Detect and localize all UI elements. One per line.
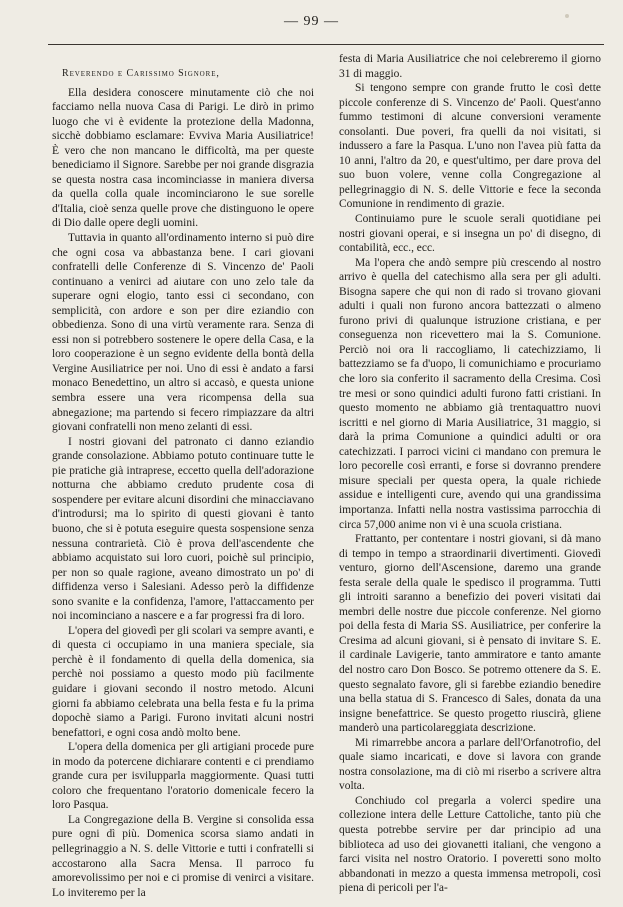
- paragraph: Continuiamo pure le scuole serali quotidiane pei nostri giovani operai, e si insegna un po' di disegno, di contabilità, ecc., ecc.: [339, 213, 601, 255]
- paragraph: Conchiudo col pregarla a volerci spedire una collezione intera delle Letture Cattoliche, tanto più che questa potrebbe servire per dar principio ad una biblioteca ad uso dei giovanetti italiani, che vengono a farci visita nel nostro Oratorio. I poveretti sono molto abbandonati in mezzo a questa immensa metropoli, così piena di pericoli per l'a-: [339, 794, 601, 895]
- header-rule: [48, 44, 604, 45]
- page-number: — 99 —: [284, 14, 339, 29]
- paragraph: Si tengono sempre con grande frutto le così dette piccole conferenze di S. Vincenzo de' Paoli. Quest'anno fummo testimoni di alcune conversioni veramente consolanti. Due poveri, fra quelli da noi visitati, si indussero a fare la Pasqua. L'uno non l'avea più fatta da 10 anni, l'altro da 20, e quest'ultimo, per dare prova del suo buon volere, venne colla Congregazione al pellegrinaggio di N. S. delle Vittorie e fece la seconda Comunione in rendimento di grazie.: [339, 82, 601, 211]
- right-column: [339, 52, 601, 896]
- paragraph: L'opera della domenica per gli artigiani procede pure in modo da potercene dichiarare contenti e ci prendiamo grande cura per isvilupparla maggiormente. Quasi tutti coloro che frequentano l'oratorio domenicale fecero la loro Pasqua.: [52, 741, 314, 812]
- paragraph: I nostri giovani del patronato ci danno eziandio grande consolazione. Abbiamo potuto continuare tutte le pie pratiche già intraprese, eccetto quella dell'adorazione notturna che abbiamo creduto prudente cosa di sospendere per evitare alcuni disordini che minacciavano d'introdursi; ma lo spirito di questi giovani è tanto buono, che si è potuta eseguire questa sospensione senza nessuna contrarietà. Ciò è prova dell'ascendente che abbiamo acquistato sui loro cuori, poichè sul principio, per non so quale ragione, aveano dimostrato un po' di diffidenza verso i Salesiani. Adesso però la diffidenze sono svanite e la confidenza, l'amore, l'attaccamento per noi incominciano a nascere e a far progressi fra di loro.: [52, 435, 314, 623]
- paragraph: Tuttavia in quanto all'ordinamento interno si può dire che ogni cosa va abbastanza bene. I cari giovani confratelli delle Conferenze di S. Vincenzo de' Paoli continuano a venirci ad aiutare con uno zelo tale da superare ogni elogio, tanto essi ci secondano, con semplicità, con ardore e son per dire eziandio con obbedienza. Sono di una virtù veramente rara. Senza di essi non si potrebbero sostenere le opere della Casa, e la loro cooperazione è un segno evidente della bontà della Vergine Ausiliatrice per noi. Uno di essi è andato a farsi monaco Benedettino, un altro si accasò, e questa unione sembra essere una vera ricompensa della sua abnegazione; ma partendo si fecero rimpiazzare da altri giovani confratelli non meno zelanti di essi.: [52, 232, 314, 434]
- paragraph: Frattanto, per contentare i nostri giovani, si dà mano di tempo in tempo a straordinarii divertimenti. Giovedì venturo, giorno dell'Ascensione, daremo una grande festa serale della quale le spedisco il programma. Tutti gli introiti saranno a benefizio dei poveri visitati dai membri delle nostre due piccole conferenze. Nel giorno poi della festa di Maria SS. Ausiliatrice, per conferire la Cresima ad alcuni giovani, si è pensato di invitare S. E. il cardinale Lavigerie, tanto ammiratore e tanto amante del nostro caro Don Bosco. Se potremo ottenere da S. E. questo segnalato favore, gli si farebbe eziandio benedire una bella statua di S. Francesco di Sales, donata da una insigne benefattrice. Se questo progetto riuscirà, gliene manderò una particolareggiata descrizione.: [339, 533, 601, 735]
- paragraph: Mi rimarrebbe ancora a parlare dell'Orfanotrofio, del quale siamo incaricati, e dove si lavora con grande nostra consolazione, ma di ciò mi riserbo a scrivere altra volta.: [339, 736, 601, 793]
- paper-spot: [565, 14, 569, 18]
- letter-salutation: Reverendo e Carissimo Signore,: [62, 68, 220, 79]
- paragraph: La Congregazione della B. Vergine si consolida essa pure ogni dì più. Domenica scorsa siamo andati in pellegrinaggio a N. S. delle Vittorie e tutti i confratelli si accostarono alla Sacra Mensa. Il parroco fu amorevolissimo per noi e ci promise di venirci a visitare. Lo inviteremo per la: [52, 813, 314, 899]
- paragraph: Ella desidera conoscere minutamente ciò che noi facciamo nella nuova Casa di Parigi. Le dirò in primo luogo che vi è evidente la protezione della Madonna, sicchè dobbiamo esclamare: Evviva Maria Ausiliatrice! È vero che non mancano le difficoltà, ma per queste benediciamo il Signore. Sarebbe per noi grande disgrazia se questa nostra casa incominciasse in maniera diversa da quella colla quale incominciarono le sue sorelle d'Italia, cioè senza quelle prove che distinguono le opere di Dio dalle opere degli uomini.: [52, 86, 314, 230]
- paragraph-continued: festa di Maria Ausiliatrice che noi celebreremo il giorno 31 di maggio.: [339, 53, 601, 80]
- left-column: [52, 52, 314, 900]
- paragraph: Ma l'opera che andò sempre più crescendo al nostro arrivo è quella del catechismo alla sera per gli adulti. Bisogna sapere che qui non di rado si trovano giovani adulti i quali non furono ancora battezzati o almeno furono privi di qualunque istruzione cristiana, e per conseguenza non ricevettero mai la S. Comunione. Perciò noi ora li raccogliamo, li catechizziamo, li battezziamo se fa d'uopo, li comunichiamo e procuriamo che loro sia conferito il sacramento della Cresima. Così tre mesi or sono quindici adulti furono fatti cristiani. In questo momento ne abbiamo già trentaquattro nuovi iscritti e nel giorno di Maria Ausiliatrice, 31 maggio, si darà la prima Comunione a quindici adulti or ora catechizzati. I parroci vicini ci mandano con premura le loro pecorelle così erranti, e forse si dovranno prendere misure speciali per questa opera, la quale richiede assidue e intelligenti cure, avendo qui una grandissima importanza. Infatti nella nostra vastissima parrocchia di circa 57,000 anime non vi è una scuola cristiana.: [339, 256, 601, 531]
- paragraph: L'opera del giovedì per gli scolari va sempre avanti, e di questa ci occupiamo in una maniera speciale, sia perchè è il fondamento di quella della domenica, sia perchè noi possiamo a questo modo più facilmente guidare i giovani secondo il nostro metodo. Alcuni giorni fa abbiamo celebrata una bella festa e fu la prima dopochè siamo a Parigi. Furono invitati alcuni nostri benefattori, e ogni cosa andò molto bene.: [52, 624, 314, 739]
